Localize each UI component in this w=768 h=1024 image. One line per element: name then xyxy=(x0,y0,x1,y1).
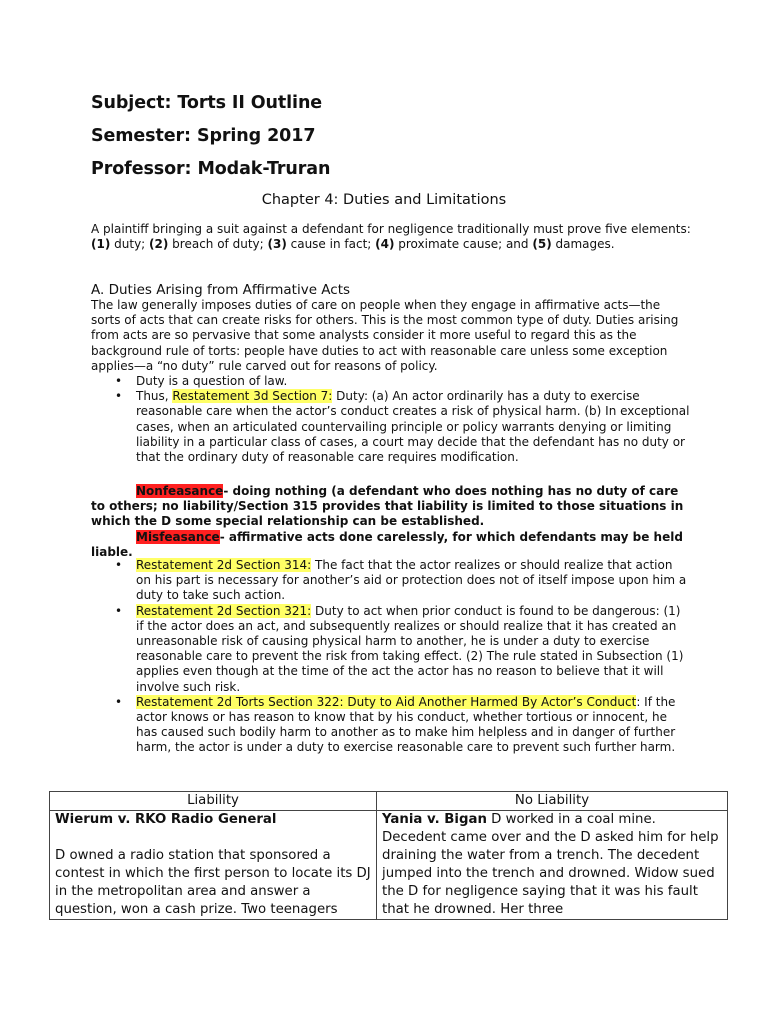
element-number: (4) xyxy=(375,237,395,252)
element-number: (3) xyxy=(267,237,287,252)
table-header-row xyxy=(50,792,728,811)
case-summary: D worked in a coal mine. Decedent came over and the D asked him for help draining the water from a trench. The decedent jumped into the trench and drowned. Widow sued the D for negligence saying that it was his fault that he drowned. Her three xyxy=(382,812,719,917)
liability-header: Liability xyxy=(50,792,377,811)
highlighted-citation: Restatement 2d Torts Section 322: Duty to Aid Another Harmed By Actor’s Conduct xyxy=(136,694,637,709)
restatement-list-block xyxy=(91,558,691,756)
list-item xyxy=(136,604,691,695)
nonfeasance-definition xyxy=(91,484,691,530)
chapter-title: Chapter 4: Duties and Limitations xyxy=(261,192,507,208)
definition-text: - doing nothing (a defendant who does nothing has no duty of care to others; no liability/Section 315 provides that liability is limited to those situations in which the D some special relationship can be established. xyxy=(91,484,684,529)
list-item xyxy=(136,374,691,389)
table-row xyxy=(50,811,728,920)
nonfeasance-term: Nonfeasance xyxy=(136,484,224,498)
highlighted-citation: Restatement 3d Section 7: xyxy=(172,389,333,404)
bullet-text: Duty is a question of law. xyxy=(136,374,288,389)
element-text: breach of duty; xyxy=(168,237,268,252)
restatement-text: Duty to act when prior conduct is found to be dangerous: (1) if the actor does an act, and subsequently realizes or should realize that it has created an unreasonable risk of causing physical harm to another, he is under a duty to exercise reasonable care to prevent the risk from taking effect. (2) The rule stated in Subsection (1) applies even though at the time of the act the actor has no reason to believe that it will involve such risk. xyxy=(136,603,684,694)
element-number: (5) xyxy=(532,237,552,252)
section-a-body xyxy=(91,298,691,465)
element-text: cause in fact; xyxy=(286,237,376,252)
restatement-text: The fact that the actor realizes or should realize that action on his part is necessary for another’s aid or protection does not of itself impose upon him a duty to take such action. xyxy=(136,558,687,603)
intro-text: A plaintiff bringing a suit against a defendant for negligence traditionally must prove five elements: xyxy=(91,222,691,236)
duty-bullet-list xyxy=(91,374,691,465)
element-text: duty; xyxy=(110,237,150,252)
case-title: Wierum v. RKO Radio General xyxy=(55,812,277,827)
professor-heading: Professor: Modak-Truran xyxy=(91,159,331,179)
no-liability-cell xyxy=(377,811,728,920)
restatement-list xyxy=(91,558,691,756)
case-title: Yania v. Bigan xyxy=(382,812,487,827)
intro-paragraph xyxy=(91,222,691,252)
list-item xyxy=(136,695,691,756)
highlighted-citation: Restatement 2d Section 314: xyxy=(136,558,312,572)
case-summary: D owned a radio station that sponsored a contest in which the first person to locate its DJ in the metropolitan area and answer a question, won a cash prize. Two teenagers xyxy=(55,848,371,917)
element-number: (1) xyxy=(91,237,111,252)
definitions-block xyxy=(91,484,691,560)
list-item xyxy=(136,389,691,465)
section-a-paragraph: The law generally imposes duties of care on people when they engage in affirmative acts—the sorts of acts that can create risks for others. This is the most common type of duty. Duties arising from acts are so pervasive that some analysts consider it more useful to regard this as the background rule of torts: people have duties to act with reasonable care unless some exception applies—a “no duty” rule carved out for reasons of policy. xyxy=(91,298,679,373)
section-a-title: A. Duties Arising from Affirmative Acts xyxy=(91,282,351,298)
semester-heading: Semester: Spring 2017 xyxy=(91,126,316,146)
no-liability-header: No Liability xyxy=(377,792,728,811)
list-item xyxy=(136,558,691,604)
bullet-text: Thus, xyxy=(136,389,173,404)
case-comparison-table xyxy=(49,791,728,920)
misfeasance-definition xyxy=(91,530,691,560)
definition-text: - affirmative acts done carelessly, for which defendants may be held liable. xyxy=(91,529,683,559)
bullet-text: Duty: (a) An actor ordinarily has a duty to exercise reasonable care when the actor’s conduct creates a risk of physical harm. (b) In exceptional cases, when an articulated countervailing principle or policy warrants denying or limiting liability in a particular class of cases, a court may decide that the defendant has no duty or that the ordinary duty of reasonable care requires modification. xyxy=(136,389,690,465)
liability-cell xyxy=(50,811,377,920)
element-text: damages. xyxy=(551,237,615,252)
subject-heading: Subject: Torts II Outline xyxy=(91,93,323,113)
misfeasance-term: Misfeasance xyxy=(136,529,220,544)
restatement-text: : If the actor knows or has reason to know that by his conduct, whether tortious or innocent, he has caused such bodily harm to another as to make him helpless and in danger of further harm, the actor is under a duty to exercise reasonable care to prevent such further harm. xyxy=(136,694,676,755)
element-number: (2) xyxy=(149,237,169,252)
highlighted-citation: Restatement 2d Section 321: xyxy=(136,603,312,618)
element-text: proximate cause; and xyxy=(394,237,533,252)
